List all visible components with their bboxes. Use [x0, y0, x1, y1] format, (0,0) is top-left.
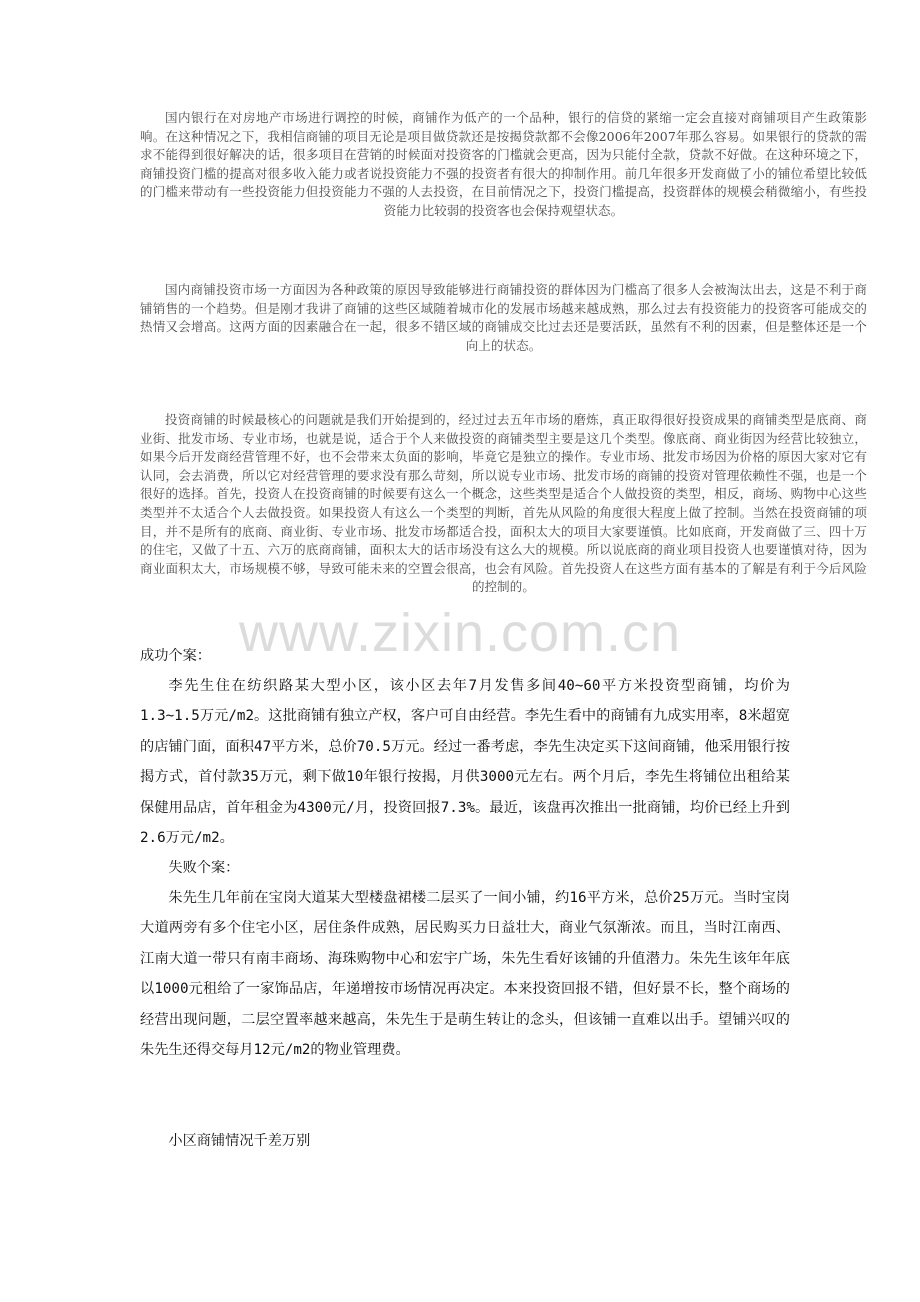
paragraph-shop-types: 投资商铺的时候最核心的问题就是我们开始提到的，经过过去五年市场的磨炼，真正取得很好投资成果的商铺类型是底商、商业街、批发市场、专业市场，也就是说，适合于个人来做投资的商铺类型主要是这几个类型。像底商、商业街因为经营比较独立，如果今后开发商经营管理不好，也不会带来太负面的影响，毕竟它是独立的操作。专业市场、批发市场因为价格的原因大家对它有认同，会去消费，所以它对经营管理的要求没有那么苛刻，所以说专业市场、批发市场的商铺的投资对管理依赖性不强，也是一个很好的选择。首先，投资人在投资商铺的时候要有这么一个概念，这些类型是适合个人做投资的类型，相反，商场、购物中心这些类型并不太适合个人去做投资。如果投资人有这么一个类型的判断，首先从风险的角度很大程度上做了控制。当然在投资商铺的项目，并不是所有的底商、商业街、专业市场、批发市场都适合投，面积太大的项目大家要谨慎。比如底商，开发商做了三、四十万的住宅，又做了十五、六万的底商商铺，面积太大的话市场没有这么大的规模。所以说底商的商业项目投资人也要谨慎对待，因为商业面积太大，市场规模不够，导致可能未来的空置会很高，也会有风险。首先投资人在这些方面有基本的了解是有利于今后风险的控制的。 [140, 412, 867, 595]
failure-case-body: 朱先生几年前在宝岗大道某大型楼盘裙楼二层买了一间小铺，约16平方米，总价25万元。当时宝岗大道两旁有多个住宅小区，居住条件成熟，居民购买力日益壮大，商业气氛渐浓。而且，当时江南西、江南大道一带只有南丰商场、海珠购物中心和宏宇广场，朱先生看好该铺的升值潜力。朱先生该年年底以1000元租给了一家饰品店，年递增按市场情况再决定。本来投资回报不错，但好景不长，整个商场的经营出现问题，二层空置率越来越高，朱先生于是萌生转让的念头，但该铺一直难以出手。望铺兴叹的朱先生还得交每月12元/m2的物业管理费。 [140, 890, 790, 1059]
success-case-label: 成功个案： [140, 648, 211, 664]
failure-case-label: 失败个案： [168, 860, 240, 876]
section-heading: 小区商铺情况千差万别 [168, 1133, 311, 1149]
watermark: www.zixin.com.cn [238, 603, 682, 663]
paragraph-market-trend: 国内商铺投资市场一方面因为各种政策的原因导致能够进行商铺投资的群体因为门槛高了很多人会被淘汰出去，这是不利于商铺销售的一个趋势。但是刚才我讲了商铺的这些区域随着城市化的发展市场越来越成熟，那么过去有投资能力的投资客可能成交的热情又会增高。这两方面的因素融合在一起，很多不错区域的商铺成交比过去还是要活跃，虽然有不利的因素，但是整体还是一个向上的状态。 [140, 282, 867, 353]
paragraph-bank-credit: 国内银行在对房地产市场进行调控的时候，商铺作为低产的一个品种，银行的信贷的紧缩一定会直接对商铺项目产生政策影响。在这种情况之下，我相信商铺的项目无论是项目做贷款还是按揭贷款都不会像2006年2007年那么容易。如果银行的贷款的需求不能得到很好解决的话，很多项目在营销的时候面对投资客的门槛就会更高，因为只能付全款，贷款不好做。在这种环境之下，商铺投资门槛的提高对很多收入能力或者说投资能力不强的投资者有很大的抑制作用。前几年很多开发商做了小的铺位希望比较低的门槛来带动有一些投资能力但投资能力不强的人去投资，在目前情况之下，投资门槛提高，投资群体的规模会稍微缩小，有些投资能力比较弱的投资客也会保持观望状态。 [140, 110, 867, 218]
success-case-body: 李先生住在纺织路某大型小区，该小区去年7月发售多间40~60平方米投资型商铺，均价为1.3~1.5万元/m2。这批商铺有独立产权，客户可自由经营。李先生看中的商铺有九成实用率，8米超宽的店铺门面，面积47平方米，总价70.5万元。经过一番考虑，李先生决定买下这间商铺，他采用银行按揭方式，首付款35万元，剩下做10年银行按揭，月供3000元左右。两个月后，李先生将铺位出租给某保健用品店，首年租金为4300元/月，投资回报7.3%。最近，该盘再次推出一批商铺，均价已经上升到2.6万元/m2。 [140, 678, 790, 847]
